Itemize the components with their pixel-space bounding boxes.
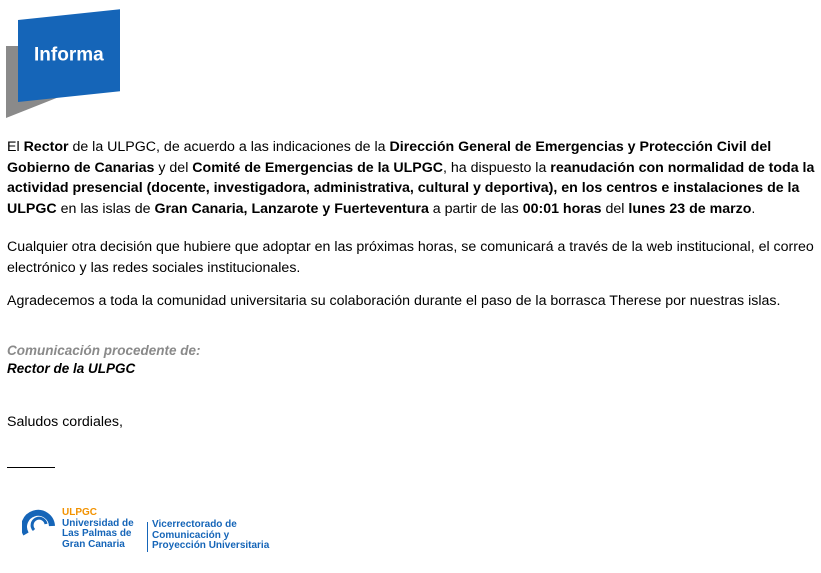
sender-block: [7, 342, 201, 378]
university-name-line: Gran Canaria: [62, 538, 125, 550]
bold-text-run: Comité de Emergencias de la ULPGC: [192, 159, 444, 176]
text-run: , ha dispuesto la: [443, 159, 551, 176]
university-name: [62, 508, 134, 550]
informa-badge: [6, 20, 120, 118]
department-name-line: Proyección Universitaria: [152, 540, 270, 551]
university-acronym: ULPGC: [62, 507, 97, 518]
sender-name: Rector de la ULPGC: [7, 361, 136, 376]
text-run: del: [601, 200, 629, 217]
university-name-line: Las Palmas de: [62, 528, 132, 539]
signature-separator: [7, 467, 55, 468]
bold-text-run: Gran Canaria, Lanzarote y Fuerteventura: [154, 200, 429, 217]
paragraph-thanks: Agradecemos a toda la comunidad universitaria su colaboración durante el paso de la borrasca Therese por nuestras islas.: [7, 293, 781, 309]
bold-text-run: 00:01 horas: [522, 200, 602, 217]
bold-text-run: lunes 23 de marzo: [628, 200, 752, 217]
bold-text-run: Dirección General de Emergencias y Protección Civil del Gobierno de Canarias: [7, 139, 772, 176]
ulpgc-emblem-icon: [22, 504, 56, 538]
message-body: [7, 137, 817, 312]
bold-text-run: reanudación con normalidad de toda la actividad presencial (docente, investigadora, administrativa, cultural y deportiva), en los centros e instalaciones de la ULPGC: [7, 159, 815, 217]
logo-divider: [147, 522, 148, 552]
department-name-line: Comunicación y: [152, 529, 230, 541]
sender-label: Comunicación procedente de:: [7, 343, 201, 358]
text-run: de la ULPGC, de acuerdo a las indicaciones de la: [68, 139, 390, 155]
paragraph-announcement: [7, 137, 817, 219]
department-name: [152, 520, 269, 552]
text-run: .: [751, 200, 756, 217]
badge-label: Informa: [34, 44, 104, 66]
paragraph-further-decisions: Cualquier otra decisión que hubiere que adoptar en las próximas horas, se comunicará a través de la web institucional, el correo electrónico y las redes sociales institucionales.: [7, 239, 814, 276]
badge-panel: [18, 9, 120, 102]
text-run: en las islas de: [56, 200, 155, 217]
closing-text: Saludos cordiales,: [7, 414, 123, 430]
text-run: a partir de las: [428, 200, 523, 217]
university-name-line: Universidad de: [62, 517, 134, 529]
text-run: y del: [154, 159, 193, 176]
text-run: El: [7, 139, 24, 155]
department-name-line: Vicerrectorado de: [152, 519, 237, 530]
bold-text-run: Rector: [23, 139, 69, 155]
